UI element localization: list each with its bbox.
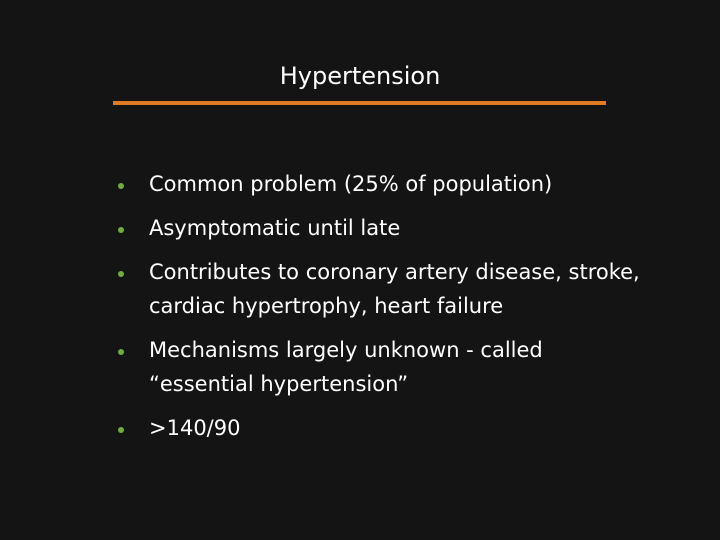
bullet-dot-icon	[118, 227, 124, 233]
bullet-text: Common problem (25% of population)	[149, 172, 553, 196]
bullet-dot-icon	[118, 183, 124, 189]
bullet-text: Mechanisms largely unknown - called “essential hypertension”	[149, 338, 543, 396]
bullet-text: Asymptomatic until late	[149, 216, 401, 240]
slide-title: Hypertension	[279, 62, 441, 90]
bullet-dot-icon	[118, 427, 124, 433]
title-underline	[113, 101, 606, 105]
bullet-item	[112, 411, 652, 445]
bullet-text: Contributes to coronary artery disease, stroke, cardiac hypertrophy, heart failure	[149, 260, 640, 318]
bullet-dot-icon	[118, 271, 124, 277]
bullet-item	[112, 167, 652, 201]
bullet-list	[112, 167, 652, 455]
bullet-item	[112, 255, 652, 323]
bullet-dot-icon	[118, 349, 124, 355]
bullet-text: >140/90	[149, 416, 241, 440]
bullet-item	[112, 211, 652, 245]
bullet-item	[112, 333, 652, 401]
